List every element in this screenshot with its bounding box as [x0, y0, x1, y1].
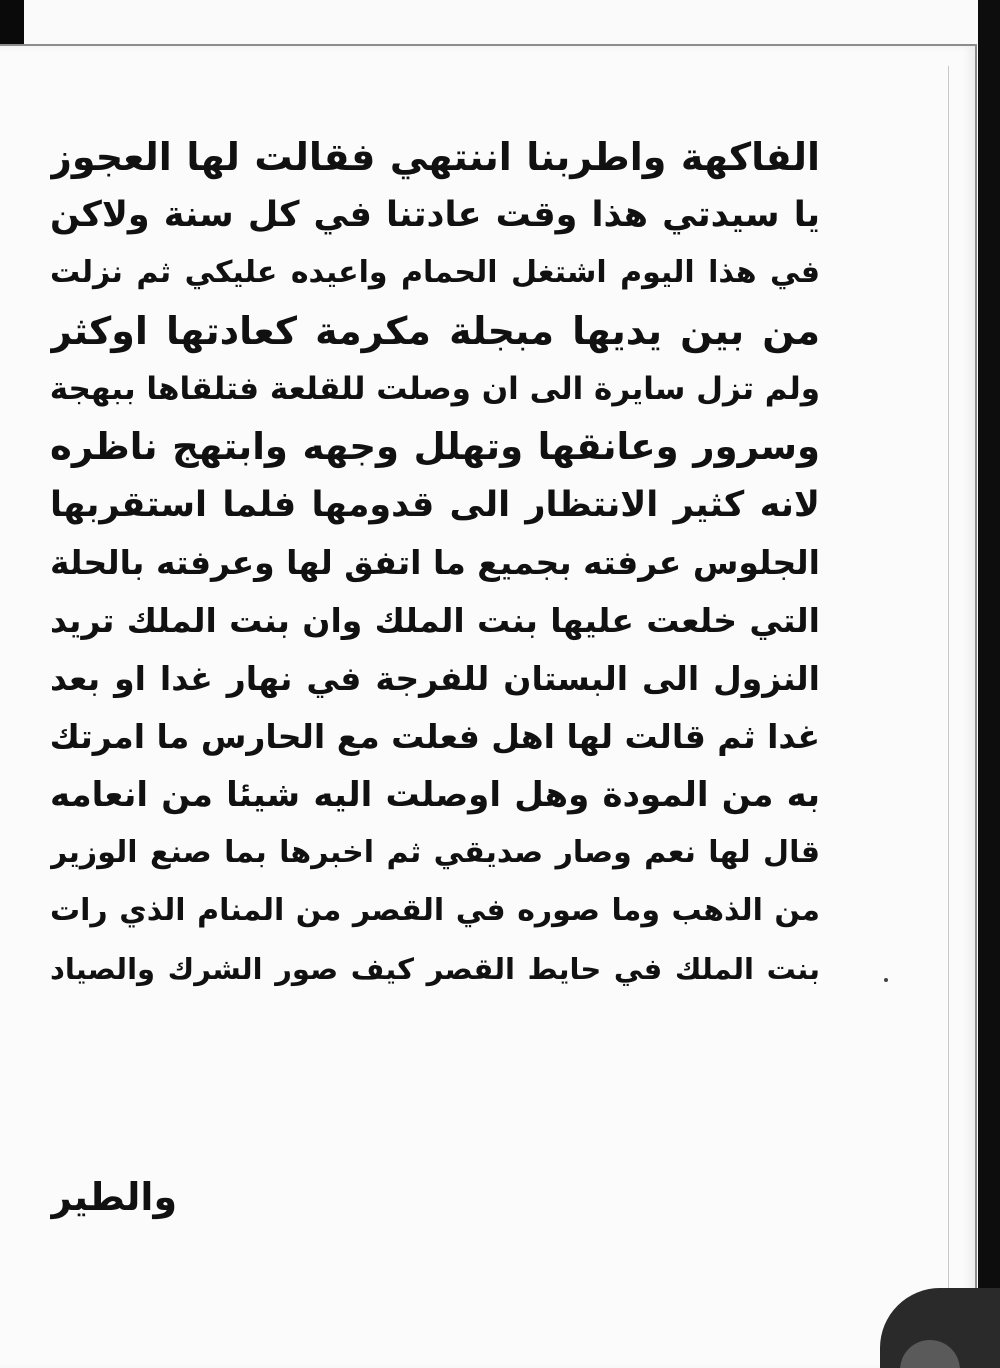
text-line: لانه كثير الانتظار الى قدومها فلما استقربها [50, 485, 820, 525]
manuscript-text-block [50, 128, 820, 998]
text-line: من بين يديها مبجلة مكرمة كعادتها اوكثر [50, 309, 820, 353]
scan-dark-corner [0, 0, 24, 50]
text-line: في هذا اليوم اشتغل الحمام واعيده عليكي ثم نزلت [50, 255, 820, 290]
text-line: الفاكهة واطربنا اننتهي فقالت لها العجوز [50, 135, 820, 179]
text-line: يا سيدتي هذا وقت عادتنا في كل سنة ولاكن [50, 195, 820, 235]
text-line: غدا ثم قالت لها اهل فعلت مع الحارس ما امرتك [50, 717, 820, 756]
text-line: بنت الملك في حايط القصر كيف صور الشرك والصياد [50, 952, 820, 986]
text-line: وسرور وعانقها وتهلل وجهه وابتهج ناظره [50, 425, 820, 468]
leaf-edge-rule [948, 66, 949, 1356]
text-line: النزول الى البستان للفرجة في نهار غدا او بعد [50, 659, 820, 698]
ink-speck [884, 978, 888, 982]
scan-dark-edge [978, 0, 1000, 1368]
text-line: ولم تزل سايرة الى ان وصلت للقلعة فتلقاها ببهجة [50, 371, 820, 407]
text-line: التي خلعت عليها بنت الملك وان بنت الملك تريد [50, 601, 820, 640]
text-line: الجلوس عرفته بجميع ما اتفق لها وعرفته بالحلة [50, 543, 820, 582]
thumbnail-nail [900, 1340, 960, 1368]
final-line-wrap [50, 1168, 820, 1226]
text-line: قال لها نعم وصار صديقي ثم اخبرها بما صنع الوزير [50, 835, 820, 870]
text-line: من الذهب وما صوره في القصر من المنام الذي رات [50, 893, 820, 928]
text-line: به من المودة وهل اوصلت اليه شيئا من انعامه [50, 775, 820, 815]
final-text-line: والطير [50, 1175, 178, 1219]
